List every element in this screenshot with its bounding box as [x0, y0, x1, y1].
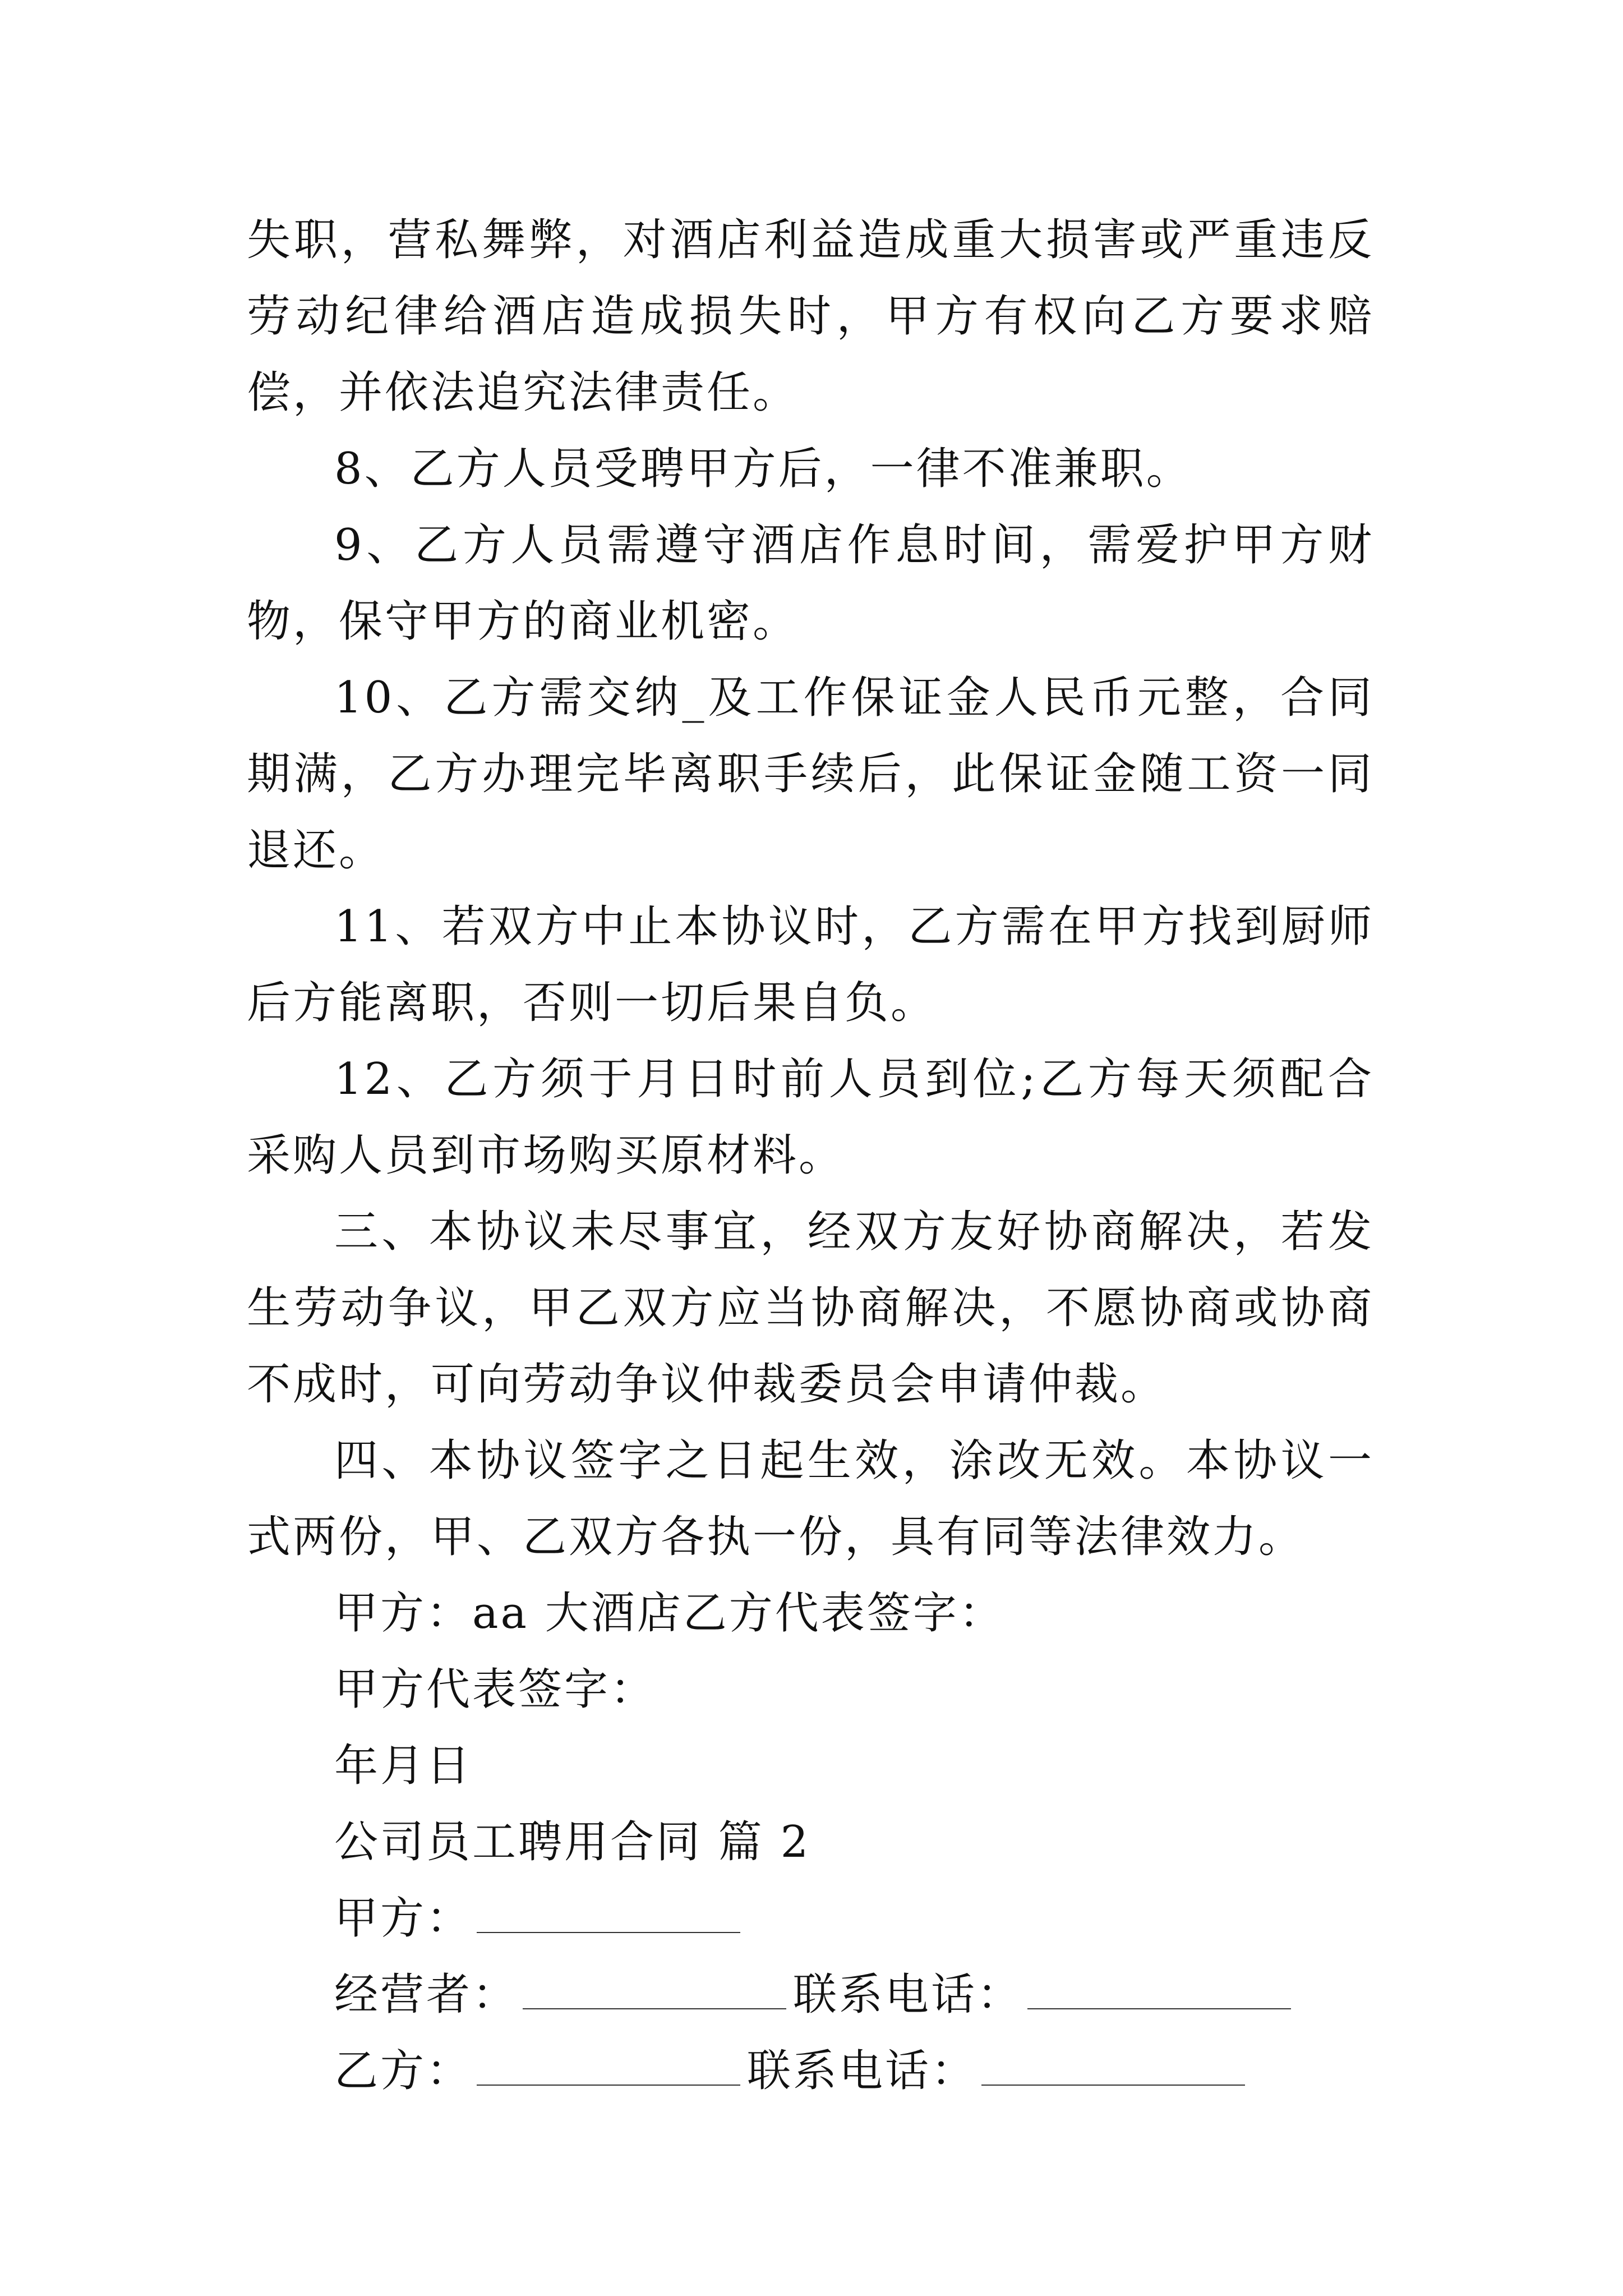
signature-party-a-rep: 甲方代表签字： — [334, 1664, 657, 1715]
paragraph-section-3: 三、本协议未尽事宜，经双方友好协商解决，若发生劳动争议，甲乙双方应当协商解决，不愿协商或协商不成时，可向劳动争议仲裁委员会申请仲裁。 — [247, 1207, 1374, 1410]
party-a-blank[interactable] — [477, 1898, 740, 1933]
field-row-operator — [247, 1957, 1374, 2033]
paragraph-clause-10: 10、乙方需交纳_及工作保证金人民币元整，合同期满，乙方办理完毕离职手续后，此保证金随工资一同退还。 — [247, 673, 1374, 876]
document-body — [247, 202, 1374, 2109]
paragraph-misconduct-liability: 失职，营私舞弊，对酒店利益造成重大损害或严重违反劳动纪律给酒店造成损失时，甲方有权向乙方要求赔偿，并依法追究法律责任。 — [247, 215, 1374, 418]
paragraph-clause-12: 12、乙方须于月日时前人员到位;乙方每天须配合采购人员到市场购买原材料。 — [247, 1054, 1374, 1181]
paragraph-clause-11: 11、若双方中止本协议时，乙方需在甲方找到厨师后方能离职，否则一切后果自负。 — [247, 901, 1374, 1028]
party-b-phone-label: 联系电话： — [747, 2046, 978, 2096]
signature-date: 年月日 — [334, 1741, 473, 1791]
operator-blank[interactable] — [523, 1975, 786, 2009]
operator-label: 经营者： — [334, 1970, 519, 2020]
signature-party-a-line: 甲方：aa 大酒店乙方代表签字： — [334, 1588, 1005, 1639]
field-row-party-b — [247, 2033, 1374, 2109]
section-title: 公司员工聘用合同 篇 2 — [334, 1817, 811, 1867]
paragraph-clause-8: 8、乙方人员受聘甲方后，一律不准兼职。 — [334, 444, 1192, 494]
operator-phone-label: 联系电话： — [793, 1970, 1023, 2020]
party-b-phone-blank[interactable] — [981, 2051, 1245, 2086]
paragraph-clause-9: 9、乙方人员需遵守酒店作息时间，需爱护甲方财物，保守甲方的商业机密。 — [247, 520, 1374, 647]
party-a-label: 甲方： — [334, 1893, 473, 1944]
field-row-party-a — [247, 1880, 1374, 1957]
operator-phone-blank[interactable] — [1027, 1975, 1291, 2009]
party-b-label: 乙方： — [334, 2046, 473, 2096]
paragraph-section-4: 四、本协议签字之日起生效，涂改无效。本协议一式两份，甲、乙双方各执一份，具有同等法律效力。 — [247, 1435, 1374, 1562]
party-b-blank[interactable] — [477, 2051, 740, 2086]
